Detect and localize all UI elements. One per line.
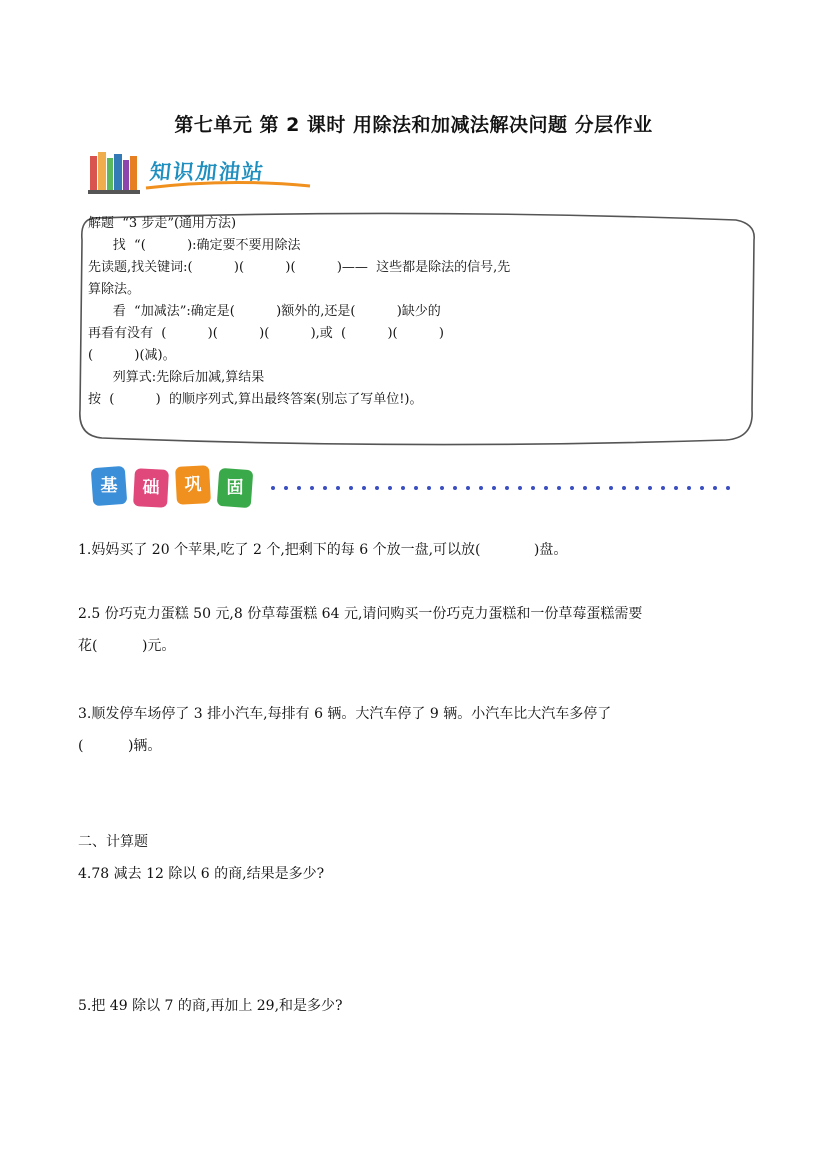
knowledge-line: 按 ( ) 的顺序列式,算出最终答案(别忘了写单位!)。 xyxy=(88,392,423,407)
knowledge-line: 找 “( ):确定要不要用除法 xyxy=(88,238,301,253)
question-2: 2.5 份巧克力蛋糕 50 元,8 份草莓蛋糕 64 元,请问购买一份巧克力蛋糕和一份草莓蛋糕需要 xyxy=(78,606,643,622)
question-3: 3.顺发停车场停了 3 排小汽车,每排有 6 辆。大汽车停了 9 辆。小汽车比大汽车多停了 xyxy=(78,706,612,722)
banner-char: 固 xyxy=(226,478,244,498)
question-3-continued: ( )辆。 xyxy=(78,738,162,754)
question-5: 5.把 49 除以 7 的商,再加上 29,和是多少? xyxy=(78,998,343,1014)
page-title: 第七单元 第 2 课时 用除法和加减法解决问题 分层作业 xyxy=(174,114,653,136)
basic-banner xyxy=(88,463,743,513)
knowledge-line: 看 “加减法”:确定是( )额外的,还是( )缺少的 xyxy=(88,304,441,319)
section-heading: 二、计算题 xyxy=(78,834,148,850)
knowledge-banner-title: 知识加油站 xyxy=(148,160,267,184)
knowledge-line: 先读题,找关键词:( )( )( )—— 这些都是除法的信号,先 xyxy=(88,260,511,275)
banner-char: 巩 xyxy=(184,475,202,495)
knowledge-line: 算除法。 xyxy=(88,282,141,297)
knowledge-line: 再看有没有 ( )( )( ),或 ( )( ) xyxy=(88,326,444,341)
question-4: 4.78 减去 12 除以 6 的商,结果是多少? xyxy=(78,866,325,882)
knowledge-line: ( )(减)。 xyxy=(88,348,176,363)
question-1: 1.妈妈买了 20 个苹果,吃了 2 个,把剩下的每 6 个放一盘,可以放( )盘。 xyxy=(78,542,568,558)
knowledge-line: 解题 “3 步走”(通用方法) xyxy=(88,216,237,231)
banner-char: 基 xyxy=(100,476,118,496)
knowledge-content xyxy=(88,213,510,411)
knowledge-line: 列算式:先除后加减,算结果 xyxy=(88,370,265,385)
banner-char: 础 xyxy=(142,478,160,498)
question-2-continued: 花( )元。 xyxy=(78,638,176,654)
